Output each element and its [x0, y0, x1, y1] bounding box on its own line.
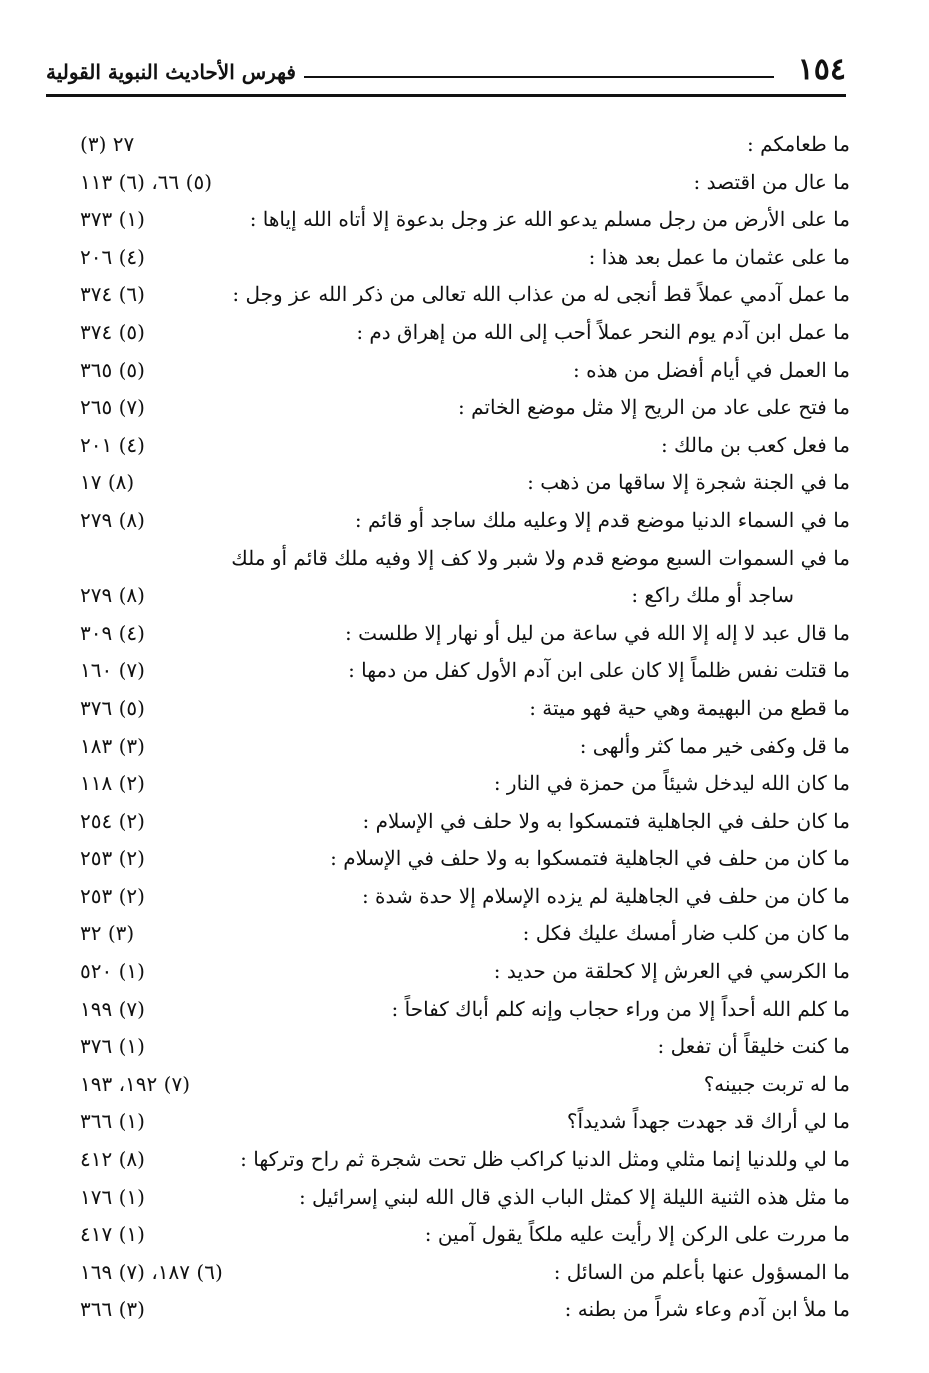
hadith-text: ما لي أراك قد جهدت جهداً شديداً؟ — [566, 1109, 850, 1134]
volume-page-reference: (٤) ٢٠٦ — [80, 244, 145, 269]
page-number: ١٥٤ — [797, 52, 846, 87]
volume-page-reference: (٣) ٣٦٦ — [80, 1297, 145, 1322]
volume-page-reference: (٢) ٢٥٣ — [80, 883, 145, 908]
hadith-text: ما كلم الله أحداً إلا من وراء حجاب وإنه كلم أباك كفاحاً : — [391, 996, 850, 1021]
index-entry — [80, 1103, 850, 1141]
hadith-text: ما المسؤول عنها بأعلم من السائل : — [553, 1259, 850, 1284]
index-entry — [80, 464, 850, 502]
hadith-text: ما كان من حلف في الجاهلية فتمسكوا به ولا حلف في الإسلام : — [330, 846, 850, 871]
volume-page-reference: (١) ١٧٦ — [80, 1184, 145, 1209]
index-entry — [80, 502, 850, 540]
index-entry — [80, 314, 850, 352]
index-entry — [80, 953, 850, 991]
hadith-text: ما كان من حلف في الجاهلية لم يزده الإسلام إلا حدة شدة : — [361, 883, 850, 908]
volume-page-reference: (٢) ١١٨ — [80, 771, 145, 796]
volume-page-reference: (٨) ١٧ — [80, 470, 135, 495]
volume-page-reference: (٢) ٢٥٣ — [80, 846, 145, 871]
hadith-text: ما ملأ ابن آدم وعاء شراً من بطنه : — [564, 1297, 850, 1322]
volume-page-reference: (١) ٣٦٦ — [80, 1109, 145, 1134]
volume-page-reference: (٥) ٣٧٤ — [80, 319, 145, 344]
hadith-text: ما عمل ابن آدم يوم النحر عملاً أحب إلى الله من إهراق دم : — [356, 319, 850, 344]
index-entry — [80, 389, 850, 427]
volume-page-reference: (٣) ١٨٣ — [80, 733, 145, 758]
hadith-text: ما عمل آدمي عملاً قط أنجى له من عذاب الله تعالى من ذكر الله عز وجل : — [232, 282, 850, 307]
index-entry — [80, 276, 850, 314]
hadith-text: ما العمل في أيام أفضل من هذه : — [573, 357, 850, 382]
volume-page-reference: (٨) ٢٧٩ — [80, 583, 145, 608]
hadith-text: ما فعل كعب بن مالك : — [660, 432, 850, 457]
volume-page-reference: ٢٧ (٣) — [80, 132, 135, 156]
volume-page-reference: (٥) ٣٧٦ — [80, 695, 145, 720]
index-entry — [80, 1291, 850, 1329]
index-entry — [80, 840, 850, 878]
index-entry — [80, 352, 850, 390]
hadith-text: ما في الجنة شجرة إلا ساقها من ذهب : — [527, 470, 850, 495]
volume-page-reference: (٣) ٣٢ — [80, 921, 135, 946]
index-entry — [80, 239, 850, 277]
volume-page-reference: (٤) ٣٠٩ — [80, 620, 145, 645]
hadith-text: ما كان الله ليدخل شيئاً من حمزة في النار : — [493, 771, 850, 796]
index-entry — [80, 1028, 850, 1066]
index-entry — [80, 126, 850, 164]
hadith-index-list — [80, 126, 850, 1329]
volume-page-reference: (٦) ٣٧٤ — [80, 282, 145, 307]
header-rule — [304, 76, 774, 78]
hadith-text: ما كان من كلب ضار أمسك عليك فكل : — [522, 921, 850, 946]
hadith-text: ما قتلت نفس ظلماً إلا كان على ابن آدم الأول كفل من دمها : — [348, 658, 850, 683]
volume-page-reference: (٧) ١٦٠ — [80, 658, 145, 683]
volume-page-reference: (٥) ٦٦، (٦) ١١٣ — [80, 169, 212, 194]
volume-page-reference: (٥) ٣٦٥ — [80, 357, 145, 382]
volume-page-reference: (١) ٣٧٦ — [80, 1034, 145, 1059]
page-header — [46, 52, 846, 92]
volume-page-reference: (٨) ٤١٢ — [80, 1147, 145, 1172]
volume-page-reference: (٢) ٢٥٤ — [80, 808, 145, 833]
index-entry — [80, 164, 850, 202]
index-entry — [80, 690, 850, 728]
hadith-text: ما مثل هذه الثنية الليلة إلا كمثل الباب الذي قال الله لبني إسرائيل : — [298, 1184, 850, 1209]
hadith-text: ما فتح على عاد من الريح إلا مثل موضع الخاتم : — [458, 395, 850, 420]
volume-page-reference: (٧) ١٩٩ — [80, 996, 145, 1021]
hadith-text: ما على الأرض من رجل مسلم يدعو الله عز وجل بدعوة إلا أتاه الله إياها : — [249, 207, 850, 232]
index-entry — [80, 1179, 850, 1217]
index-entry — [80, 652, 850, 690]
index-entry — [80, 765, 850, 803]
index-entry — [80, 1216, 850, 1254]
hadith-text: ما لي وللدنيا إنما مثلي ومثل الدنيا كراكب ظل تحت شجرة ثم راح وتركها : — [240, 1147, 850, 1172]
hadith-text: ما كان حلف في الجاهلية فتمسكوا به ولا حلف في الإسلام : — [362, 808, 850, 833]
index-entry — [80, 615, 850, 653]
hadith-text: ما في السماء الدنيا موضع قدم إلا وعليه ملك ساجد أو قائم : — [354, 507, 850, 532]
volume-page-reference: (١) ٥٢٠ — [80, 959, 145, 984]
hadith-text: ما كنت خليقاً أن تفعل : — [657, 1034, 850, 1059]
hadith-text: ما في السموات السبع موضع قدم ولا شبر ولا كف إلا وفيه ملك قائم أو ملك — [231, 545, 850, 570]
index-entry — [80, 1254, 850, 1292]
volume-page-reference: (٨) ٢٧٩ — [80, 507, 145, 532]
volume-page-reference: (٧) ٢٦٥ — [80, 395, 145, 420]
index-entry — [80, 540, 850, 578]
volume-page-reference: (١) ٤١٧ — [80, 1222, 145, 1247]
index-entry — [80, 728, 850, 766]
hadith-text: ما عال من اقتصد : — [693, 169, 850, 194]
index-entry — [80, 1066, 850, 1104]
index-entry — [80, 991, 850, 1029]
hadith-text: ما مررت على الركن إلا رأيت عليه ملكاً يقول آمين : — [424, 1222, 850, 1247]
index-entry — [80, 915, 850, 953]
hadith-text: ما قطع من البهيمة وهي حية فهو ميتة : — [529, 695, 850, 720]
index-entry — [80, 1141, 850, 1179]
index-entry — [80, 803, 850, 841]
hadith-text: ما الكرسي في العرش إلا كحلقة من حديد : — [493, 959, 850, 984]
header-divider — [46, 94, 846, 97]
hadith-text: ما له تربت جبينه؟ — [703, 1071, 850, 1096]
volume-page-reference: (٦) ١٨٧، (٧) ١٦٩ — [80, 1259, 223, 1284]
index-entry — [80, 878, 850, 916]
hadith-text: ساجد أو ملك راكع : — [631, 583, 794, 608]
index-entry — [80, 577, 850, 615]
hadith-text: ما قال عبد لا إله إلا الله في ساعة من ليل أو نهار إلا طلست : — [345, 620, 850, 645]
hadith-text: ما على عثمان ما عمل بعد هذا : — [588, 244, 850, 269]
index-entry — [80, 427, 850, 465]
volume-page-reference: (٧) ١٩٢، ١٩٣ — [80, 1071, 191, 1096]
volume-page-reference: (١) ٣٧٣ — [80, 207, 145, 232]
running-title: فهرس الأحاديث النبوية القولية — [46, 60, 296, 84]
hadith-text: ما قل وكفى خير مما كثر وألهى : — [579, 733, 850, 758]
index-entry — [80, 201, 850, 239]
hadith-text: ما طعامكم : — [747, 132, 850, 156]
volume-page-reference: (٤) ٢٠١ — [80, 432, 145, 457]
